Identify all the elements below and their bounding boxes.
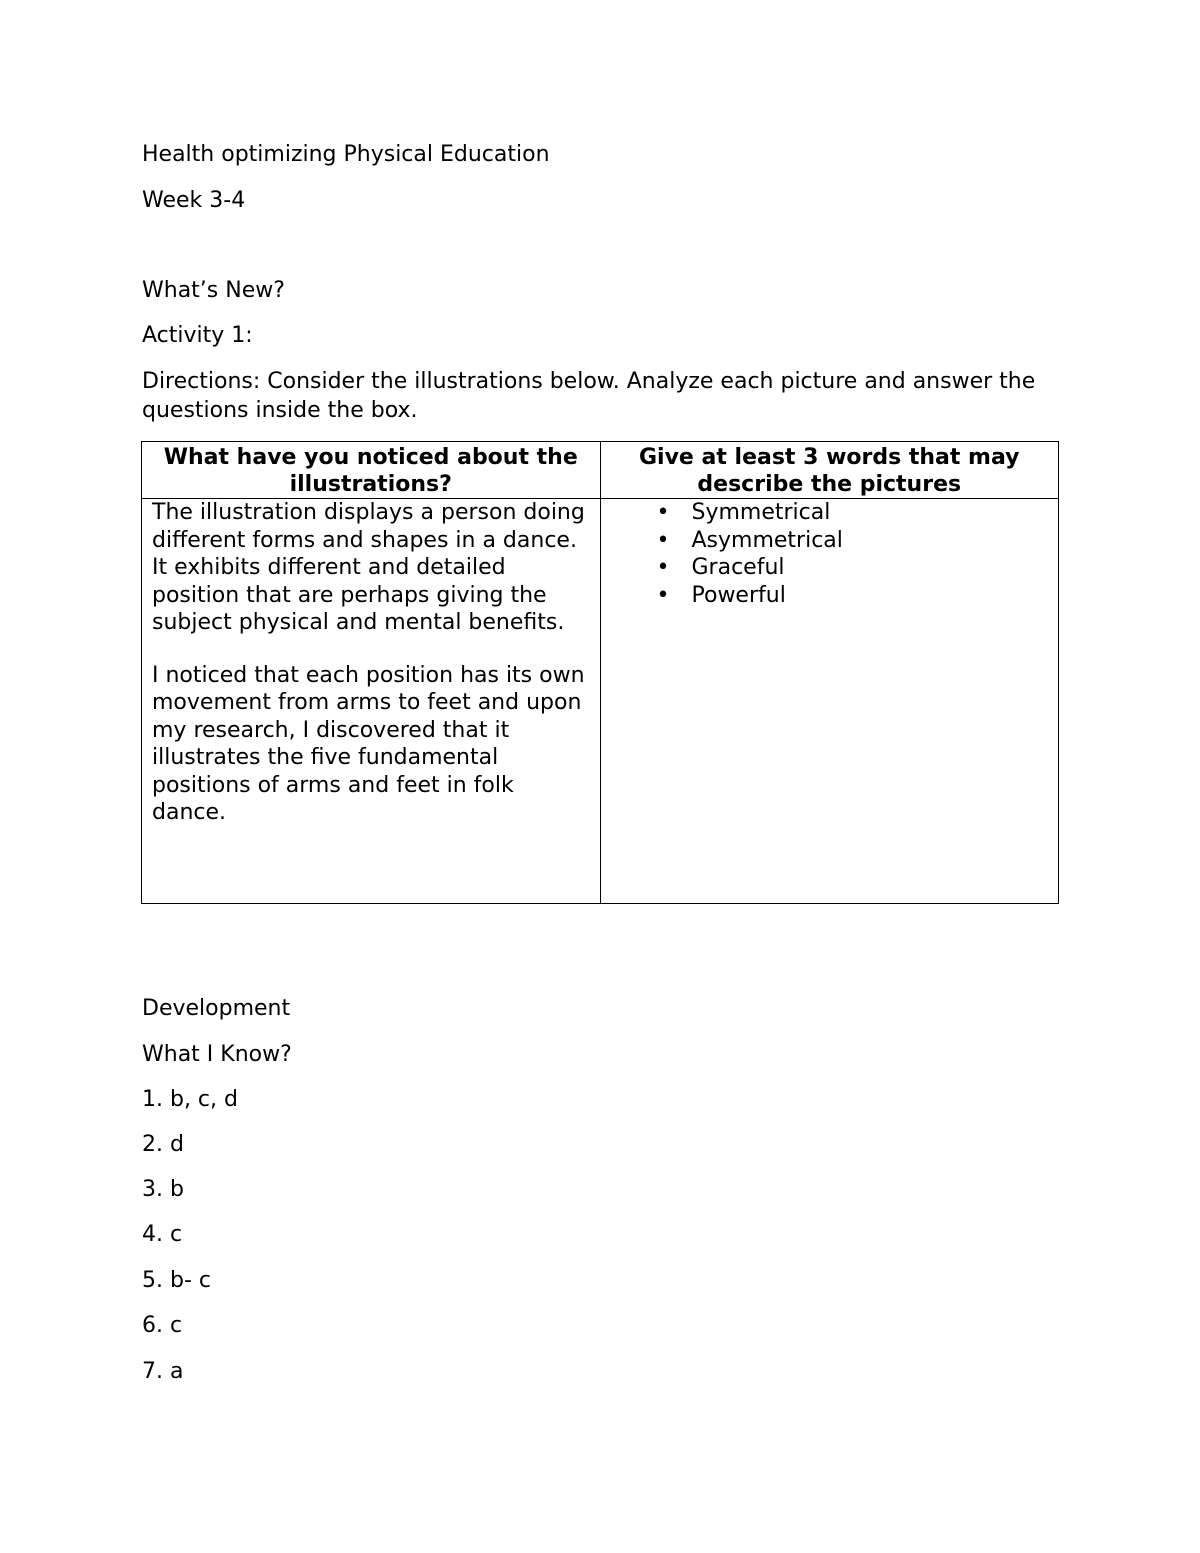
observation-paragraph-1: The illustration displays a person doing different forms and shapes in a dance. It exhibits different and detailed position that are perhaps giving the subject physical and mental benefits. — [152, 500, 585, 635]
answer-item: 6. c — [142, 1313, 183, 1338]
what-i-know-heading: What I Know? — [142, 1042, 292, 1067]
word-label: Graceful — [691, 555, 785, 580]
bullet-icon: • — [656, 555, 670, 580]
observation-paragraph-2: I noticed that each position has its own movement from arms to feet and upon my research, I discovered that it illustrates the five fundamental positions of arms and feet in folk dance. — [152, 662, 585, 825]
describing-words-list — [611, 499, 1049, 609]
list-item — [647, 582, 1049, 610]
word-label: Symmetrical — [691, 500, 831, 525]
bullet-icon: • — [656, 527, 670, 553]
table-body-row — [142, 499, 1059, 904]
document-title: Health optimizing Physical Education — [142, 142, 550, 167]
development-heading: Development — [142, 996, 291, 1021]
answer-item: 1. b, c, d — [142, 1087, 238, 1112]
whats-new-heading: What’s New? — [142, 278, 285, 303]
list-item — [647, 499, 1049, 527]
list-item — [647, 527, 1049, 555]
observations-cell — [142, 499, 601, 904]
directions-text: Directions: Consider the illustrations below. Analyze each picture and answer the questions inside the box. — [142, 369, 1036, 423]
word-label: Asymmetrical — [691, 527, 843, 553]
bullet-icon: • — [656, 500, 670, 525]
table-header-row — [142, 442, 1059, 499]
activity-table — [141, 441, 1059, 904]
answer-item: 7. a — [142, 1359, 184, 1384]
bullet-icon: • — [656, 582, 670, 608]
list-item — [647, 554, 1049, 582]
answer-item: 4. c — [142, 1222, 183, 1247]
answer-item: 2. d — [142, 1132, 184, 1157]
answer-item: 5. b- c — [142, 1268, 211, 1293]
col2-header: Give at least 3 words that may describe the pictures — [600, 442, 1059, 499]
word-label: Powerful — [691, 582, 786, 608]
week-label: Week 3-4 — [142, 188, 246, 213]
answer-item: 3. b — [142, 1177, 184, 1202]
describing-words-cell — [600, 499, 1059, 904]
activity-label: Activity 1: — [142, 323, 253, 348]
col1-header: What have you noticed about the illustrations? — [142, 442, 601, 499]
